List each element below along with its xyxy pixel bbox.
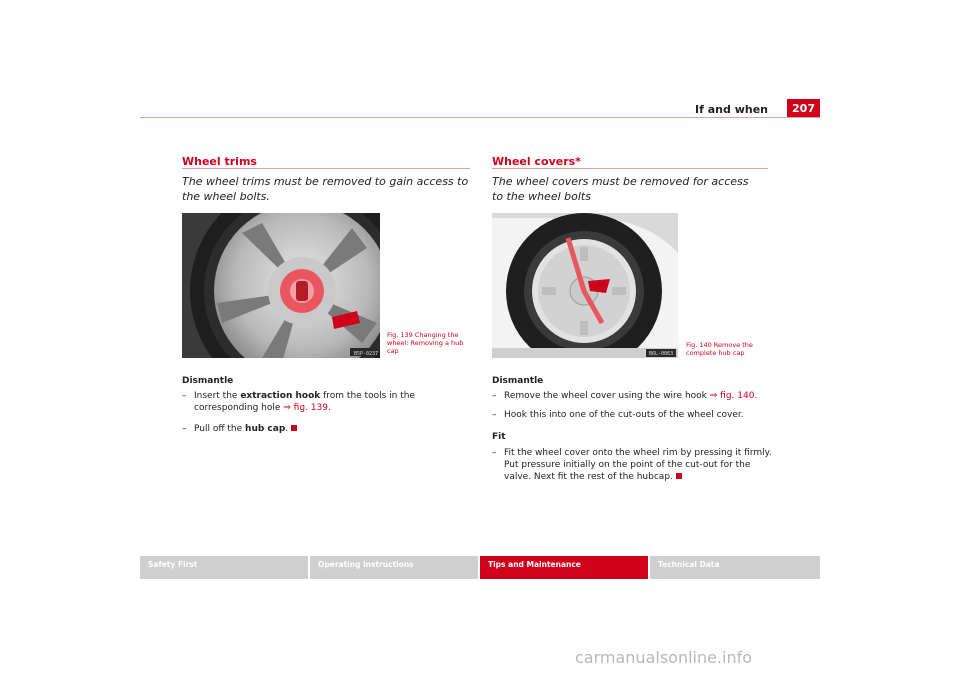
label-dismantle: Dismantle — [492, 376, 544, 386]
wheel-hubcap-illustration — [182, 213, 380, 358]
page-number: 207 — [787, 99, 820, 118]
list-item: – Remove the wheel cover using the wire hook ⇒ fig. 140. — [492, 391, 758, 401]
tab-technical-data[interactable]: Technical Data — [650, 556, 820, 579]
section-lead: The wheel trims must be removed to gain access to the wheel bolts. — [182, 175, 469, 203]
end-marker — [676, 473, 682, 479]
label-fit: Fit — [492, 432, 506, 442]
figure-139-caption: Fig. 139 Changing the wheel: Removing a hub cap — [387, 331, 464, 355]
end-marker — [291, 425, 297, 431]
section-lead: The wheel covers must be removed for access to the wheel bolts — [492, 175, 749, 203]
figure-140-image — [492, 213, 678, 358]
list-item: – Pull off the hub cap. — [182, 423, 472, 435]
watermark: carmanualsonline.info — [575, 648, 753, 667]
section-heading-wheel-covers: Wheel covers* — [492, 155, 581, 168]
figure-reference-link[interactable]: ⇒ fig. 139 — [283, 403, 328, 413]
section-heading-wheel-trims: Wheel trims — [182, 155, 257, 168]
tab-safety-first[interactable]: Safety First — [140, 556, 308, 579]
chapter-title: If and when — [695, 103, 768, 116]
figure-140-caption: Fig. 140 Remove the complete hub cap — [686, 341, 753, 357]
section-rule — [492, 168, 768, 169]
list-item: – Fit the wheel cover onto the wheel rim by pressing it firmly. Put pressure initially on the point of the cut-out for the valve. Next fit the rest of the hubcap. — [492, 448, 772, 482]
list-item: – Hook this into one of the cut-outs of the wheel cover. — [492, 410, 744, 420]
header-rule — [140, 117, 820, 118]
tab-operating-instructions[interactable]: Operating instructions — [310, 556, 478, 579]
term-extraction-hook: extraction hook — [240, 391, 321, 401]
figure-code: B6L-0063 — [649, 351, 674, 357]
figure-reference-link[interactable]: ⇒ fig. 140 — [709, 391, 755, 401]
figure-139-image — [182, 213, 380, 358]
section-rule — [182, 168, 470, 169]
figure-code: B5P-0237 — [354, 351, 379, 357]
label-dismantle: Dismantle — [182, 376, 234, 386]
wheel-cover-illustration — [492, 213, 678, 358]
list-item: – Insert the extraction hook from the tools in the corresponding hole ⇒ fig. 139. — [182, 391, 415, 413]
term-hub-cap: hub cap — [245, 424, 286, 434]
tab-tips-and-maintenance[interactable]: Tips and Maintenance — [480, 556, 648, 579]
